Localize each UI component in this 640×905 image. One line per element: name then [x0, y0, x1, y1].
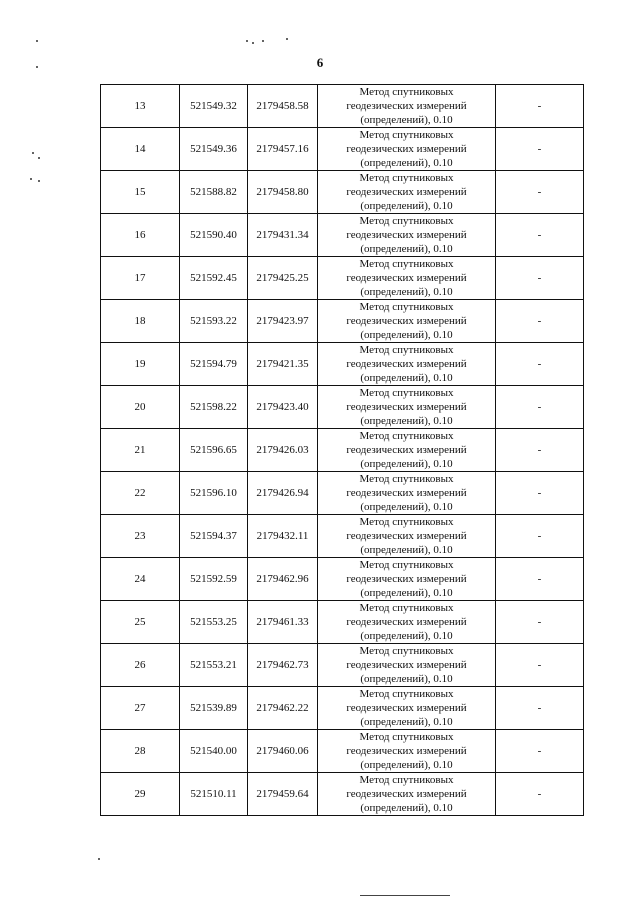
y-coordinate-cell: 2179425.25: [248, 257, 318, 300]
bottom-rule: [360, 895, 450, 896]
method-line: (определений), 0.10: [360, 458, 453, 470]
table-row: [101, 687, 584, 730]
method-line: (определений), 0.10: [360, 802, 453, 814]
point-number-cell: 21: [101, 429, 180, 472]
scan-speck: [246, 40, 248, 42]
method-line: геодезических измерений: [346, 315, 467, 327]
note-cell: -: [496, 85, 584, 128]
x-coordinate-cell: 521594.79: [180, 343, 248, 386]
method-line: (определений), 0.10: [360, 286, 453, 298]
method-line: Метод спутниковых: [359, 387, 454, 399]
method-line: Метод спутниковых: [359, 602, 454, 614]
method-line: Метод спутниковых: [359, 258, 454, 270]
y-coordinate-cell: 2179423.97: [248, 300, 318, 343]
method-line: Метод спутниковых: [359, 129, 454, 141]
method-cell: [318, 429, 496, 472]
y-coordinate-cell: 2179458.58: [248, 85, 318, 128]
method-line: Метод спутниковых: [359, 516, 454, 528]
point-number-cell: 23: [101, 515, 180, 558]
scan-speck: [32, 152, 34, 154]
method-line: геодезических измерений: [346, 272, 467, 284]
scan-speck: [30, 178, 32, 180]
y-coordinate-cell: 2179462.73: [248, 644, 318, 687]
point-number-cell: 20: [101, 386, 180, 429]
method-cell: [318, 257, 496, 300]
note-cell: -: [496, 214, 584, 257]
point-number-cell: 17: [101, 257, 180, 300]
table-row: [101, 171, 584, 214]
note-cell: -: [496, 300, 584, 343]
scan-speck: [98, 858, 100, 860]
method-line: (определений), 0.10: [360, 759, 453, 771]
note-cell: -: [496, 687, 584, 730]
method-line: Метод спутниковых: [359, 172, 454, 184]
x-coordinate-cell: 521553.21: [180, 644, 248, 687]
table-row: [101, 214, 584, 257]
scan-speck: [36, 40, 38, 42]
method-line: (определений), 0.10: [360, 501, 453, 513]
method-cell: [318, 128, 496, 171]
note-cell: -: [496, 171, 584, 214]
method-cell: [318, 730, 496, 773]
method-cell: [318, 472, 496, 515]
y-coordinate-cell: 2179462.22: [248, 687, 318, 730]
method-line: (определений), 0.10: [360, 673, 453, 685]
table-row: [101, 773, 584, 816]
table-row: [101, 343, 584, 386]
table-row: [101, 128, 584, 171]
table-row: [101, 601, 584, 644]
method-cell: [318, 601, 496, 644]
x-coordinate-cell: 521598.22: [180, 386, 248, 429]
method-line: (определений), 0.10: [360, 372, 453, 384]
table-row: [101, 472, 584, 515]
point-number-cell: 28: [101, 730, 180, 773]
table-row: [101, 386, 584, 429]
method-line: Метод спутниковых: [359, 473, 454, 485]
table-row: [101, 644, 584, 687]
method-line: Метод спутниковых: [359, 559, 454, 571]
y-coordinate-cell: 2179458.80: [248, 171, 318, 214]
method-cell: [318, 300, 496, 343]
method-line: геодезических измерений: [346, 229, 467, 241]
note-cell: -: [496, 257, 584, 300]
y-coordinate-cell: 2179462.96: [248, 558, 318, 601]
method-line: Метод спутниковых: [359, 774, 454, 786]
table-row: [101, 429, 584, 472]
scan-speck: [286, 38, 288, 40]
point-number-cell: 18: [101, 300, 180, 343]
x-coordinate-cell: 521539.89: [180, 687, 248, 730]
x-coordinate-cell: 521588.82: [180, 171, 248, 214]
table-row: [101, 730, 584, 773]
method-cell: [318, 773, 496, 816]
scan-speck: [38, 157, 40, 159]
note-cell: -: [496, 386, 584, 429]
y-coordinate-cell: 2179432.11: [248, 515, 318, 558]
y-coordinate-cell: 2179460.06: [248, 730, 318, 773]
point-number-cell: 14: [101, 128, 180, 171]
method-line: геодезических измерений: [346, 358, 467, 370]
x-coordinate-cell: 521590.40: [180, 214, 248, 257]
note-cell: -: [496, 558, 584, 601]
method-line: (определений), 0.10: [360, 157, 453, 169]
method-line: геодезических измерений: [346, 788, 467, 800]
note-cell: -: [496, 515, 584, 558]
method-line: геодезических измерений: [346, 530, 467, 542]
method-cell: [318, 515, 496, 558]
y-coordinate-cell: 2179431.34: [248, 214, 318, 257]
method-line: (определений), 0.10: [360, 200, 453, 212]
x-coordinate-cell: 521592.45: [180, 257, 248, 300]
method-cell: [318, 558, 496, 601]
table-row: [101, 300, 584, 343]
method-cell: [318, 171, 496, 214]
point-number-cell: 29: [101, 773, 180, 816]
note-cell: -: [496, 773, 584, 816]
scan-speck: [262, 40, 264, 42]
y-coordinate-cell: 2179461.33: [248, 601, 318, 644]
x-coordinate-cell: 521549.32: [180, 85, 248, 128]
method-line: геодезических измерений: [346, 401, 467, 413]
method-line: Метод спутниковых: [359, 731, 454, 743]
y-coordinate-cell: 2179426.94: [248, 472, 318, 515]
method-line: геодезических измерений: [346, 487, 467, 499]
x-coordinate-cell: 521596.65: [180, 429, 248, 472]
method-cell: [318, 644, 496, 687]
method-line: геодезических измерений: [346, 702, 467, 714]
method-cell: [318, 343, 496, 386]
y-coordinate-cell: 2179457.16: [248, 128, 318, 171]
note-cell: -: [496, 730, 584, 773]
y-coordinate-cell: 2179421.35: [248, 343, 318, 386]
table-row: [101, 558, 584, 601]
point-number-cell: 19: [101, 343, 180, 386]
point-number-cell: 27: [101, 687, 180, 730]
method-cell: [318, 386, 496, 429]
point-number-cell: 15: [101, 171, 180, 214]
note-cell: -: [496, 644, 584, 687]
note-cell: -: [496, 128, 584, 171]
method-line: геодезических измерений: [346, 616, 467, 628]
note-cell: -: [496, 343, 584, 386]
y-coordinate-cell: 2179423.40: [248, 386, 318, 429]
x-coordinate-cell: 521549.36: [180, 128, 248, 171]
x-coordinate-cell: 521540.00: [180, 730, 248, 773]
method-line: (определений), 0.10: [360, 243, 453, 255]
y-coordinate-cell: 2179459.64: [248, 773, 318, 816]
method-cell: [318, 85, 496, 128]
page-number: 6: [316, 55, 324, 70]
method-line: Метод спутниковых: [359, 430, 454, 442]
method-line: (определений), 0.10: [360, 329, 453, 341]
note-cell: -: [496, 472, 584, 515]
coordinates-table-body: [101, 85, 584, 816]
x-coordinate-cell: 521553.25: [180, 601, 248, 644]
method-line: геодезических измерений: [346, 143, 467, 155]
point-number-cell: 25: [101, 601, 180, 644]
method-line: Метод спутниковых: [359, 344, 454, 356]
note-cell: -: [496, 601, 584, 644]
method-line: Метод спутниковых: [359, 645, 454, 657]
method-line: (определений), 0.10: [360, 716, 453, 728]
point-number-cell: 13: [101, 85, 180, 128]
method-line: геодезических измерений: [346, 745, 467, 757]
y-coordinate-cell: 2179426.03: [248, 429, 318, 472]
x-coordinate-cell: 521594.37: [180, 515, 248, 558]
table-row: [101, 515, 584, 558]
method-cell: [318, 214, 496, 257]
method-line: Метод спутниковых: [359, 86, 454, 98]
method-line: геодезических измерений: [346, 186, 467, 198]
point-number-cell: 22: [101, 472, 180, 515]
table-row: [101, 257, 584, 300]
method-line: геодезических измерений: [346, 444, 467, 456]
method-line: (определений), 0.10: [360, 587, 453, 599]
method-line: Метод спутниковых: [359, 688, 454, 700]
x-coordinate-cell: 521593.22: [180, 300, 248, 343]
method-line: (определений), 0.10: [360, 630, 453, 642]
method-cell: [318, 687, 496, 730]
method-line: (определений), 0.10: [360, 544, 453, 556]
table-row: [101, 85, 584, 128]
scan-speck: [38, 180, 40, 182]
point-number-cell: 16: [101, 214, 180, 257]
method-line: Метод спутниковых: [359, 215, 454, 227]
x-coordinate-cell: 521510.11: [180, 773, 248, 816]
point-number-cell: 26: [101, 644, 180, 687]
x-coordinate-cell: 521592.59: [180, 558, 248, 601]
method-line: Метод спутниковых: [359, 301, 454, 313]
x-coordinate-cell: 521596.10: [180, 472, 248, 515]
method-line: геодезических измерений: [346, 659, 467, 671]
scan-speck: [252, 42, 254, 44]
coordinates-table: [100, 84, 584, 816]
point-number-cell: 24: [101, 558, 180, 601]
method-line: (определений), 0.10: [360, 114, 453, 126]
method-line: геодезических измерений: [346, 573, 467, 585]
method-line: геодезических измерений: [346, 100, 467, 112]
method-line: (определений), 0.10: [360, 415, 453, 427]
note-cell: -: [496, 429, 584, 472]
